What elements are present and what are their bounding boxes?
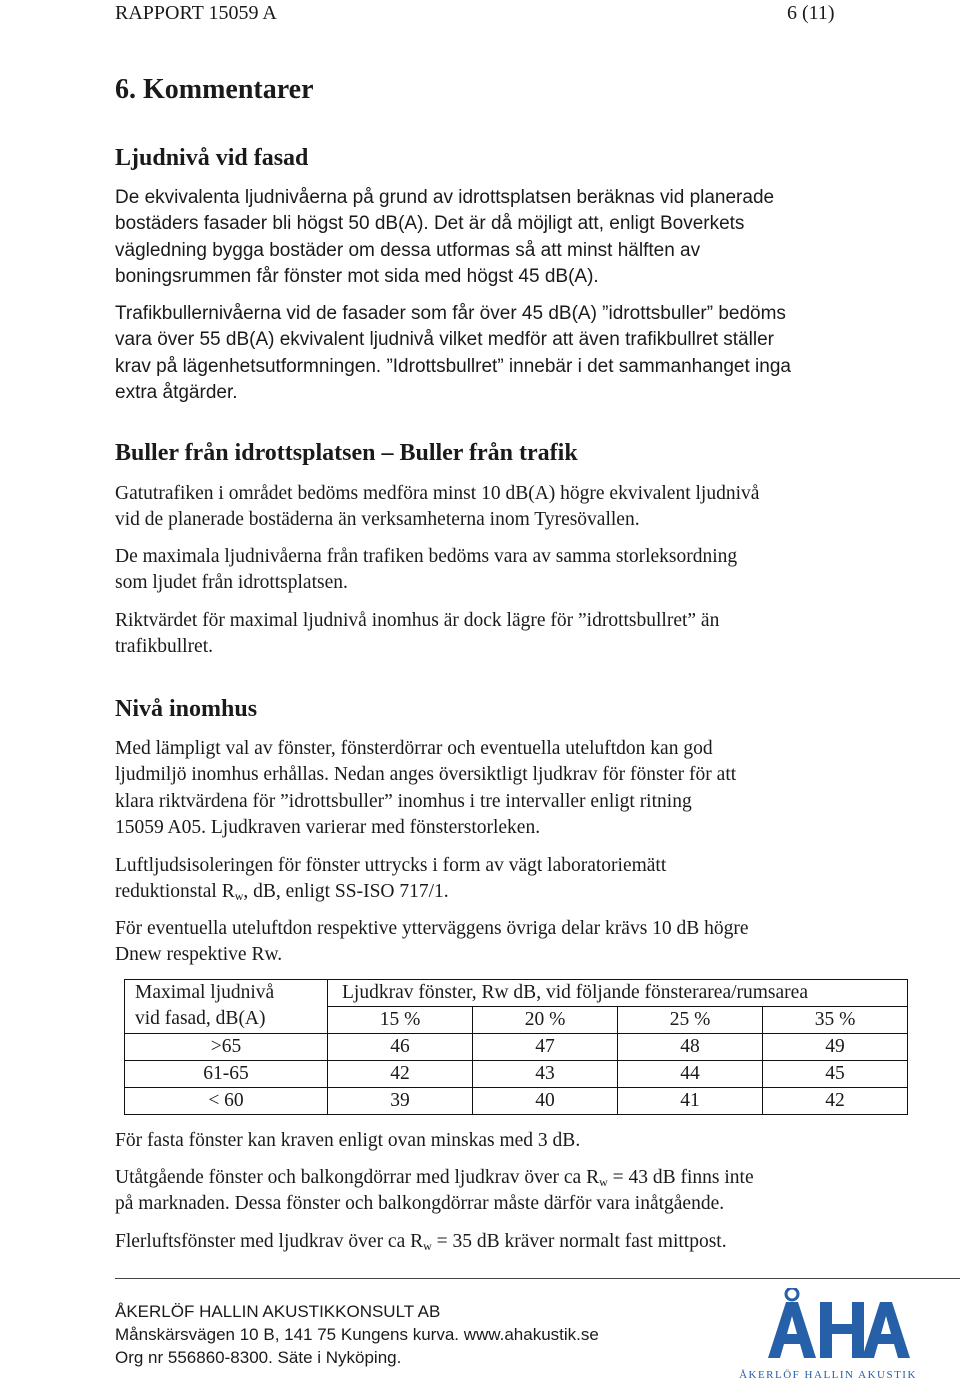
table-row — [125, 1061, 908, 1088]
table-row — [125, 1088, 908, 1115]
section-title: 6. Kommentarer — [115, 74, 314, 105]
heading-inomhus: Nivå inomhus — [115, 696, 258, 722]
table-header-percent: 15 % — [328, 1007, 473, 1034]
paragraph-fasad-1: De ekvivalenta ljudnivåerna på grund av idrottsplatsen beräknas vid planerade bostäders fasader bli högst 50 dB(A). Det är då möjligt att, enligt Boverkets vägledning bygga bostäder om dessa utformas så att minst hälften av boningsrummen får fönster mot sida med högst 45 dB(A). — [115, 187, 775, 287]
table-row-label: < 60 — [125, 1088, 328, 1115]
table-cell: 44 — [618, 1061, 763, 1088]
table-row-label: >65 — [125, 1034, 328, 1061]
paragraph-inomhus-1: Med lämpligt val av fönster, fönsterdörrar och eventuella uteluftdon kan god ljudmiljö inomhus erhållas. Nedan anges översiktligt ljudkrav för fönster för att klara riktvärdena för ”idrottsbuller” inomhus i tre intervaller enligt ritning 15059 A05. Ljudkraven varierar med fönsterstorleken. — [115, 738, 737, 838]
header-page-number: 6 (11) — [787, 2, 835, 24]
header-report-id: RAPPORT 15059 A — [115, 2, 277, 24]
table-cell: 40 — [473, 1088, 618, 1115]
paragraph-buller-3: Riktvärdet för maximal ljudnivå inomhus är dock lägre för ”idrottsbullret” än trafikbullret. — [115, 610, 720, 658]
logo-mark-icon — [768, 1288, 910, 1358]
table-header-level: Maximal ljudnivå vid fasad, dB(A) — [125, 980, 328, 1034]
heading-ljudniva-fasad: Ljudnivå vid fasad — [115, 145, 309, 171]
footer-org: Org nr 556860-8300. Säte i Nyköping. — [115, 1348, 402, 1367]
footer-divider — [115, 1278, 960, 1279]
table-cell: 45 — [763, 1061, 908, 1088]
window-requirements-table — [124, 979, 908, 1115]
paragraph-inomhus-3: För eventuella uteluftdon respektive ytterväggens övriga delar krävs 10 dB högre Dnew respektive Rw. — [115, 918, 749, 966]
paragraph-buller-2: De maximala ljudnivåerna från trafiken bedöms vara av samma storleksordning som ljudet från idrottsplatsen. — [115, 546, 738, 594]
table-cell: 47 — [473, 1034, 618, 1061]
footer-company: ÅKERLÖF HALLIN AKUSTIKKONSULT AB — [115, 1302, 441, 1321]
table-cell: 48 — [618, 1034, 763, 1061]
table-row — [125, 1034, 908, 1061]
table-header-percent: 25 % — [618, 1007, 763, 1034]
paragraph-buller-1: Gatutrafiken i området bedöms medföra minst 10 dB(A) högre ekvivalent ljudnivå vid de planerade bostäderna än verksamheterna inom Tyresövallen. — [115, 483, 760, 531]
paragraph-utatgaende: Utåtgående fönster och balkongdörrar med ljudkrav över ca $R_w = 43$ dB finns inte på marknaden. Dessa fönster och balkongdörrar måste därför vara inåtgående. — [115, 1167, 754, 1215]
table-cell: 42 — [763, 1088, 908, 1115]
table-cell: 42 — [328, 1061, 473, 1088]
table-cell: 46 — [328, 1034, 473, 1061]
paragraph-fasad-2: Trafikbullernivåerna vid de fasader som får över 45 dB(A) ”idrottsbuller” bedöms vara över 55 dB(A) ekvivalent ljudnivå vilket medför att även trafikbullret ställer krav på lägenhetsutformningen. ”Idrottsbullret” innebär i det sammanhanget inga extra åtgärder. — [115, 303, 791, 403]
table-header-percent: 20 % — [473, 1007, 618, 1034]
table-header-requirement: Ljudkrav fönster, Rw dB, vid följande fönsterarea/rumsarea — [328, 980, 908, 1007]
table-cell: 39 — [328, 1088, 473, 1115]
company-logo — [728, 1288, 928, 1382]
table-cell: 41 — [618, 1088, 763, 1115]
paragraph-inomhus-2: Luftljudsisoleringen för fönster uttrycks i form av vägt laboratoriemätt reduktionstal $R_w$, dB, enligt SS-ISO 717/1. — [115, 855, 667, 904]
logo-subtitle: ÅKERLÖF HALLIN AKUSTIK — [739, 1369, 917, 1381]
table-header-row — [125, 980, 908, 1007]
table-cell: 43 — [473, 1061, 618, 1088]
footer-info — [115, 1300, 599, 1369]
heading-buller: Buller från idrottsplatsen – Buller från trafik — [115, 440, 578, 466]
table-cell: 49 — [763, 1034, 908, 1061]
paragraph-fasta-fonster: För fasta fönster kan kraven enligt ovan minskas med 3 dB. — [115, 1130, 581, 1151]
table-header-percent: 35 % — [763, 1007, 908, 1034]
table-row-label: 61-65 — [125, 1061, 328, 1088]
paragraph-flerluft: Flerluftsfönster med ljudkrav över ca $R_w = 35$ dB kräver normalt fast mittpost. — [115, 1231, 727, 1253]
footer-address: Månskärsvägen 10 B, 141 75 Kungens kurva. www.ahakustik.se — [115, 1325, 599, 1344]
